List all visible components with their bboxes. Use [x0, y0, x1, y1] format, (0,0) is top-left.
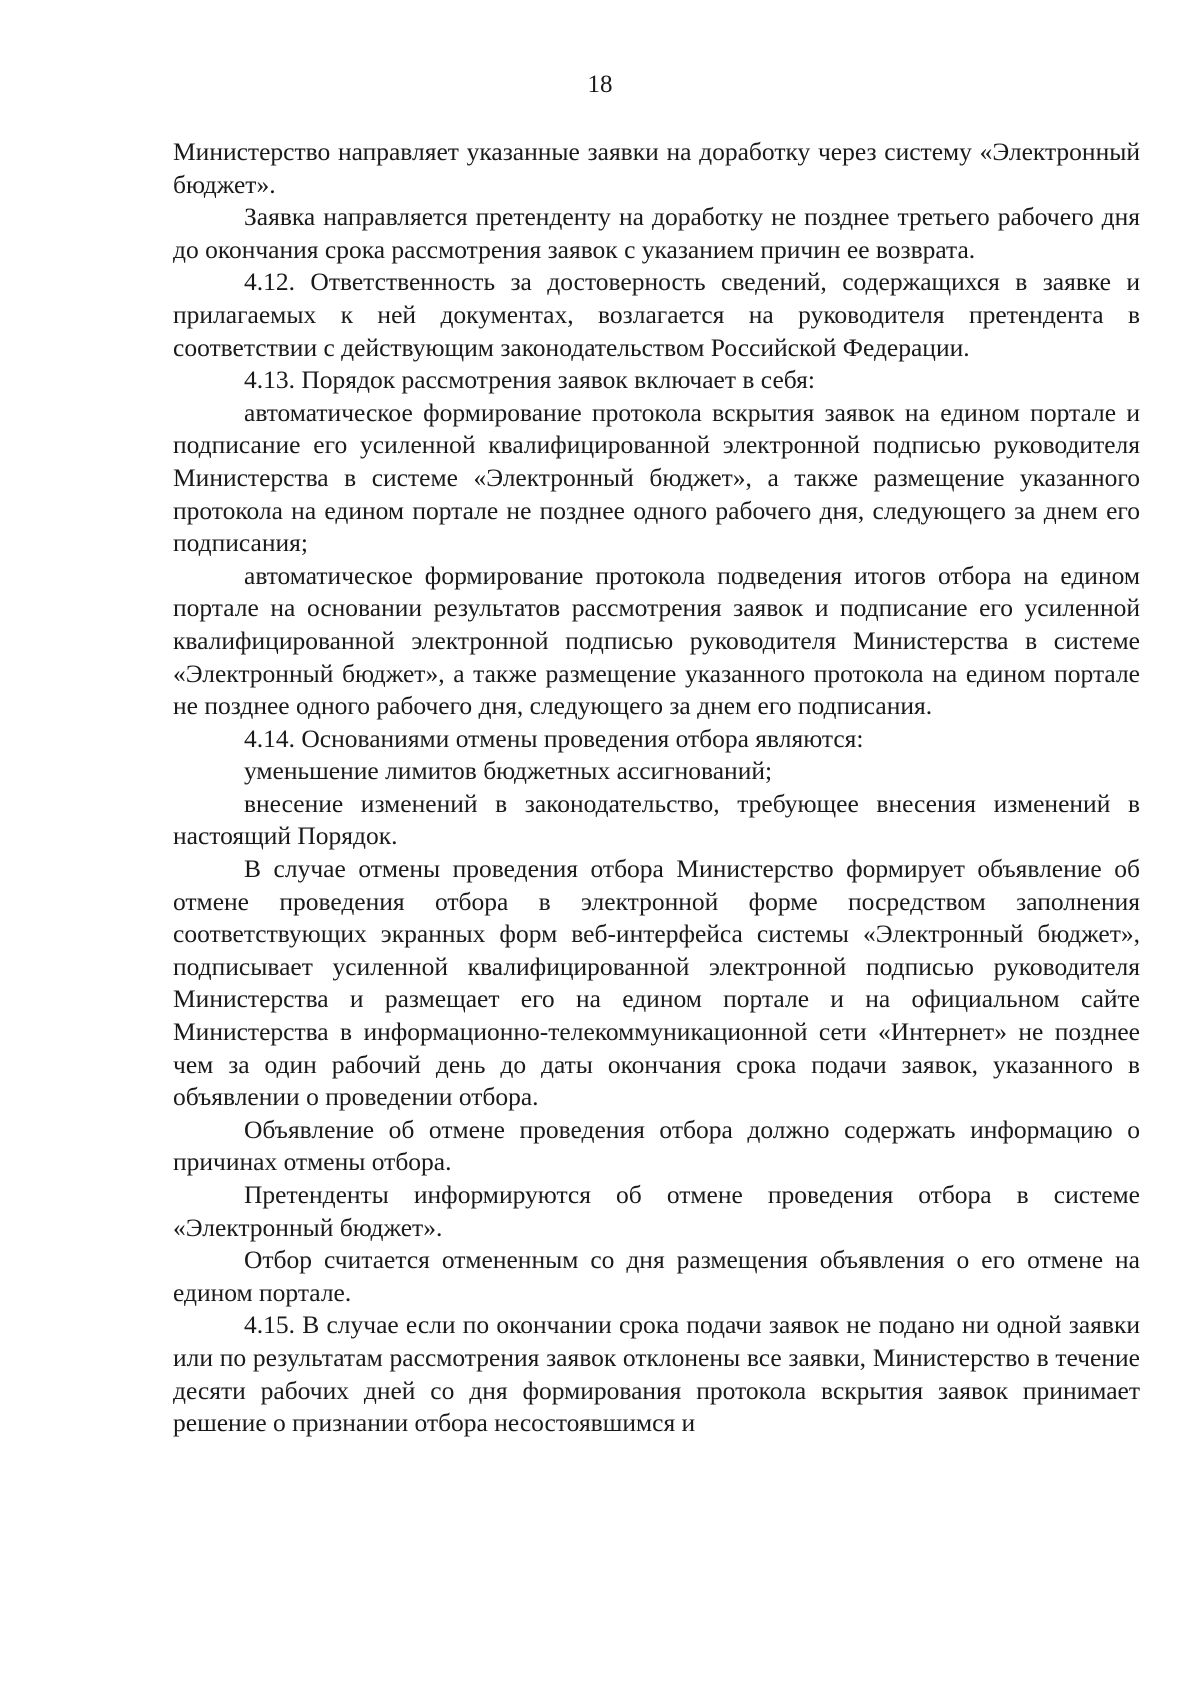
paragraph: Министерство направляет указанные заявки на доработку через систему «Электронный бюджет».: [173, 137, 1140, 199]
page-number: 18: [587, 71, 613, 98]
paragraph: 4.12. Ответственность за достоверность сведений, содержащихся в заявке и прилагаемых к ней документах, возлагается на руководителя претендента в соответствии с действующим законодательством Российской Федерации.: [173, 267, 1140, 362]
paragraph: Претенденты информируются об отмене проведения отбора в системе «Электронный бюджет».: [173, 1180, 1140, 1242]
paragraph: В случае отмены проведения отбора Министерство формирует объявление об отмене проведения отбора в электронной форме посредством заполнения соответствующих экранных форм веб-интерфейса системы «Электронный бюджет», подписывает усиленной квалифицированной электронной подписью руководителя Министерства и размещает его на едином портале и на официальном сайте Министерства в информационно-телекоммуникационной сети «Интернет» не позднее чем за один рабочий день до даты окончания срока подачи заявок, указанного в объявлении о проведении отбора.: [173, 854, 1140, 1112]
paragraph: Объявление об отмене проведения отбора должно содержать информацию о причинах отмены отбора.: [173, 1114, 1140, 1177]
paragraph: уменьшение лимитов бюджетных ассигнований;: [244, 756, 773, 786]
paragraph: 4.15. В случае если по окончании срока подачи заявок не подано ни одной заявки или по результатам рассмотрения заявок отклонены все заявки, Министерство в течение десяти рабочих дней со дня формирования протокола вскрытия заявок принимает решение о признании отбора несостоявшимся и: [173, 1310, 1140, 1438]
paragraph: 4.14. Основаниями отмены проведения отбора являются:: [244, 723, 864, 753]
paragraph: 4.13. Порядок рассмотрения заявок включает в себя:: [244, 365, 815, 395]
paragraph: Отбор считается отмененным со дня размещения объявления о его отмене на едином портале.: [173, 1245, 1140, 1307]
paragraph: Заявка направляется претенденту на доработку не позднее третьего рабочего дня до окончания срока рассмотрения заявок с указанием причин ее возврата.: [173, 202, 1140, 264]
paragraph: автоматическое формирование протокола подведения итогов отбора на едином портале на основании результатов рассмотрения заявок и подписание его усиленной квалифицированной электронной подписью руководителя Министерства в системе «Электронный бюджет», а также размещение указанного протокола на едином портале не позднее одного рабочего дня, следующего за днем его подписания.: [173, 560, 1140, 721]
paragraph: внесение изменений в законодательство, требующее внесения изменений в настоящий Порядок.: [173, 788, 1140, 851]
document-body: [173, 136, 1140, 1440]
paragraph: автоматическое формирование протокола вскрытия заявок на едином портале и подписание его усиленной квалифицированной электронной подписью руководителя Министерства в системе «Электронный бюджет», а также размещение указанного протокола на едином портале не позднее одного рабочего дня, следующего за днем его подписания;: [173, 397, 1140, 558]
